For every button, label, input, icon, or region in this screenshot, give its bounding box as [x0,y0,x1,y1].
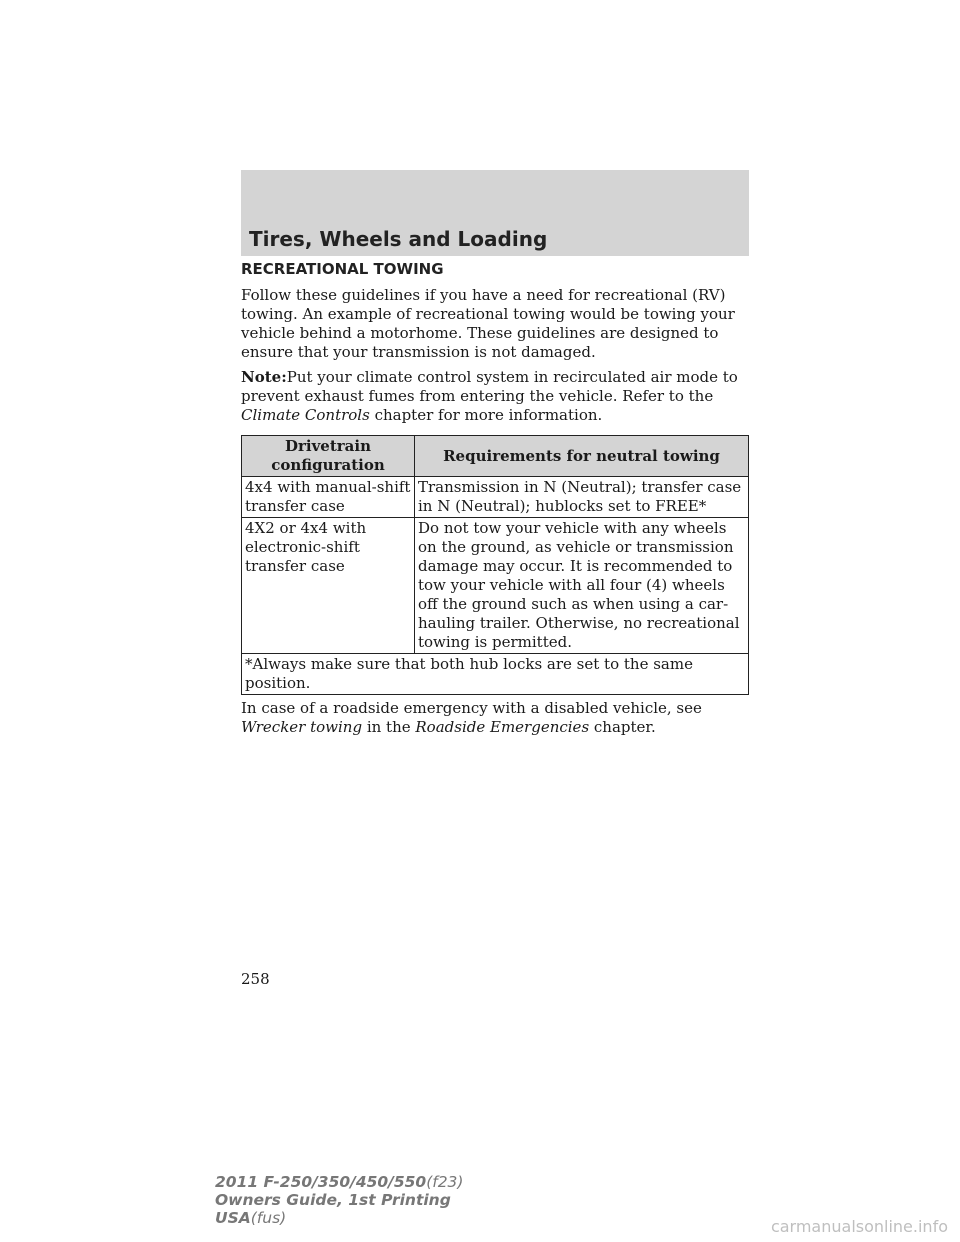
note-label: Note: [241,368,287,386]
table-footnote: *Always make sure that both hub locks are set to the same position. [242,654,749,695]
footer-line-region [215,1209,463,1227]
table-cell: Do not tow your vehicle with any wheels on the ground, as vehicle or transmission damage may occur. It is recommended to tow your vehicle with all four (4) wheels off the ground such as when using a car-hauling trailer. Otherwise, no recreational towing is permitted. [415,518,749,654]
footer-region-code: (fus) [250,1209,287,1227]
table-row [242,477,749,518]
section-title: RECREATIONAL TOWING [241,260,444,278]
closing-text-a: In case of a roadside emergency with a disabled vehicle, see [241,699,702,717]
note-text: Put your climate control system in recirculated air mode to prevent exhaust fumes from entering the vehicle. Refer to the [241,368,738,405]
print-footer [215,1173,463,1227]
chapter-title: Tires, Wheels and Loading [249,227,548,251]
footer-region: USA [215,1209,251,1227]
note-paragraph [241,368,751,425]
footer-line-model [215,1173,463,1191]
table-cell: 4x4 with manual-shift transfer case [242,477,415,518]
table-cell: 4X2 or 4x4 with electronic-shift transfer case [242,518,415,654]
footer-line-edition: Owners Guide, 1st Printing [215,1191,451,1209]
table-header-requirements: Requirements for neutral towing [415,436,749,477]
closing-paragraph [241,699,751,737]
roadside-emergencies-reference: Roadside Emergencies [415,718,590,736]
table-footnote-row [242,654,749,695]
table-header-drivetrain: Drivetrain configuration [242,436,415,477]
note-tail: chapter for more information. [369,406,603,424]
page-content [241,260,751,743]
footer-model: 2011 F-250/350/450/550 [215,1173,427,1191]
table-header-row [242,436,749,477]
page-number: 258 [241,970,270,988]
closing-text-c: chapter. [589,718,656,736]
footer-model-code: (f23) [426,1173,464,1191]
intro-paragraph: Follow these guidelines if you have a need for recreational (RV) towing. An example of recreational towing would be towing your vehicle behind a motorhome. These guidelines are designed to ensure that your transmission is not damaged. [241,286,735,361]
note-reference: Climate Controls [241,406,370,424]
wrecker-towing-reference: Wrecker towing [241,718,363,736]
table-cell: Transmission in N (Neutral); transfer case in N (Neutral); hublocks set to FREE* [415,477,749,518]
table-row [242,518,749,654]
towing-table [241,435,749,695]
watermark: carmanualsonline.info [770,1217,948,1236]
closing-text-b: in the [362,718,416,736]
chapter-header [241,170,749,256]
